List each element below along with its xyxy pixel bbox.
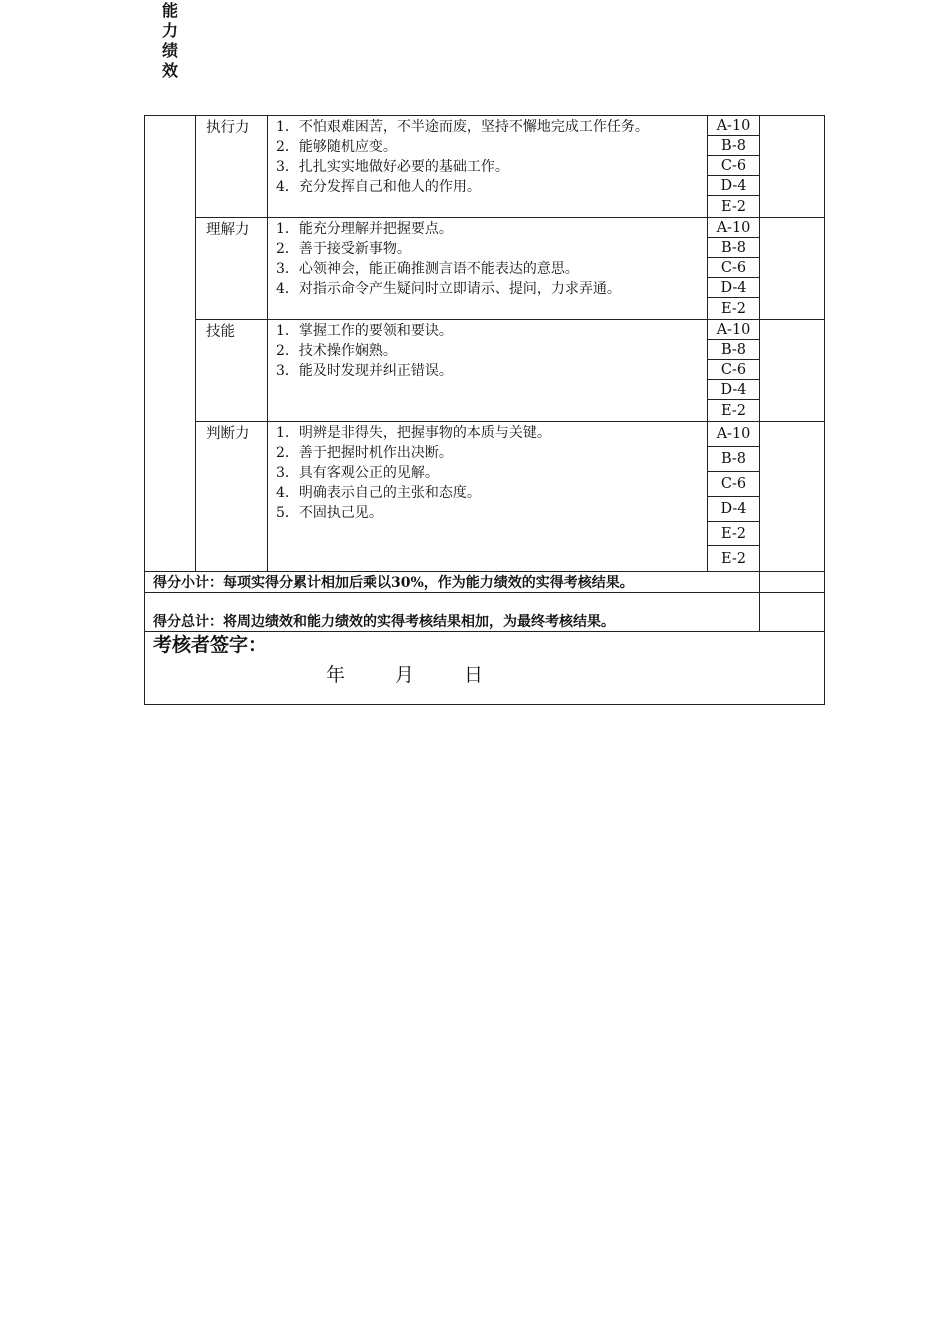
subcategory-label: 判断力: [206, 426, 250, 442]
grade-option[interactable]: B-8: [708, 136, 759, 156]
subcategory-cell: [196, 218, 268, 320]
category-cell: [145, 1, 196, 572]
subcategory-cell: [196, 116, 268, 218]
grade-option[interactable]: E-2: [721, 402, 746, 419]
grade-cell: [708, 422, 760, 572]
section-row-judgment: [145, 422, 825, 572]
criteria-list: [268, 320, 707, 381]
criterion-item: 3．扎扎实实地做好必要的基础工作。: [276, 159, 509, 175]
score-cell[interactable]: [760, 422, 825, 572]
grade-option[interactable]: D-4: [708, 497, 759, 522]
subcategory-label: 理解力: [206, 222, 250, 238]
grade-option[interactable]: A-10: [708, 116, 759, 136]
date-row: [145, 660, 824, 687]
grade-option[interactable]: C-6: [708, 472, 759, 497]
total-row: [145, 593, 825, 632]
grade-option[interactable]: E-2: [721, 198, 746, 215]
grade-option[interactable]: E-2: [721, 300, 746, 317]
criterion-item: 2．善于接受新事物。: [276, 241, 411, 257]
subtotal-text-cell: [145, 572, 760, 593]
criterion-item: 1．明辨是非得失，把握事物的本质与关键。: [276, 425, 551, 441]
criterion-item: 2．能够随机应变。: [276, 139, 397, 155]
score-cell[interactable]: [760, 218, 825, 320]
grade-option[interactable]: A-10: [708, 422, 759, 447]
criteria-cell: [268, 218, 708, 320]
grade-cell: [708, 218, 760, 320]
category-label: 能 力 绩 效: [161, 1, 178, 80]
score-cell[interactable]: [760, 320, 825, 422]
signature-row: [145, 632, 825, 705]
total-score-cell[interactable]: [760, 593, 825, 632]
score-cell[interactable]: [760, 116, 825, 218]
section-row-comprehension: [145, 218, 825, 320]
subcategory-label: 技能: [206, 324, 235, 340]
signature-cell: [145, 632, 825, 705]
grade-cell: [708, 116, 760, 218]
criterion-item: 1．能充分理解并把握要点。: [276, 221, 453, 237]
grade-option[interactable]: C-6: [708, 156, 759, 176]
subtotal-score-cell[interactable]: [760, 572, 825, 593]
criterion-item: 4．对指示命令产生疑问时立即请示、提问，力求弄通。: [276, 281, 621, 297]
grade-option[interactable]: C-6: [708, 360, 759, 380]
criteria-list: [268, 116, 707, 197]
criterion-item: 2．善于把握时机作出决断。: [276, 445, 453, 461]
criterion-item: 3．心领神会，能正确推测言语不能表达的意思。: [276, 261, 579, 277]
section-row-execution: [145, 116, 825, 218]
appraisal-table: [144, 1, 825, 705]
grade-option[interactable]: C-6: [708, 258, 759, 278]
criterion-item: 4．充分发挥自己和他人的作用。: [276, 179, 481, 195]
criteria-cell: [268, 320, 708, 422]
year-label: 年: [325, 664, 345, 686]
criterion-item: 3．具有客观公正的见解。: [276, 465, 439, 481]
criterion-item: 2．技术操作娴熟。: [276, 343, 397, 359]
criteria-list: [268, 422, 707, 523]
signature-label: 考核者签字：: [153, 634, 268, 656]
subcategory-cell: [196, 422, 268, 572]
grade-option[interactable]: D-4: [708, 176, 759, 196]
subtotal-row: [145, 572, 825, 593]
grade-option[interactable]: B-8: [708, 340, 759, 360]
grade-option[interactable]: D-4: [708, 278, 759, 298]
criteria-cell: [268, 116, 708, 218]
subtotal-text: 得分小计：每项实得分累计相加后乘以30%，作为能力绩效的实得考核结果。: [153, 575, 634, 591]
grade-option[interactable]: D-4: [708, 380, 759, 400]
criteria-cell: [268, 422, 708, 572]
day-label: 日: [464, 664, 484, 686]
grade-cell: [708, 320, 760, 422]
grade-option[interactable]: A-10: [708, 320, 759, 340]
month-label: 月: [394, 664, 414, 686]
criterion-item: 4．明确表示自己的主张和态度。: [276, 485, 481, 501]
criterion-item: 1．不怕艰难困苦，不半途而废，坚持不懈地完成工作任务。: [276, 119, 649, 135]
criterion-item: 3．能及时发现并纠正错误。: [276, 363, 453, 379]
grade-option[interactable]: A-10: [708, 218, 759, 238]
criterion-item: 5．不固执己见。: [276, 505, 383, 521]
subcategory-cell: [196, 320, 268, 422]
criteria-list: [268, 218, 707, 299]
grade-option[interactable]: E-2: [721, 550, 746, 567]
grade-option[interactable]: E-2: [708, 522, 759, 546]
total-text-cell: [145, 593, 760, 632]
section-row-skills: [145, 320, 825, 422]
total-text: 得分总计：将周边绩效和能力绩效的实得考核结果相加，为最终考核结果。: [153, 614, 615, 630]
criterion-item: 1．掌握工作的要领和要诀。: [276, 323, 453, 339]
grade-option[interactable]: B-8: [708, 238, 759, 258]
subcategory-label: 执行力: [206, 120, 250, 136]
grade-option[interactable]: B-8: [708, 447, 759, 472]
